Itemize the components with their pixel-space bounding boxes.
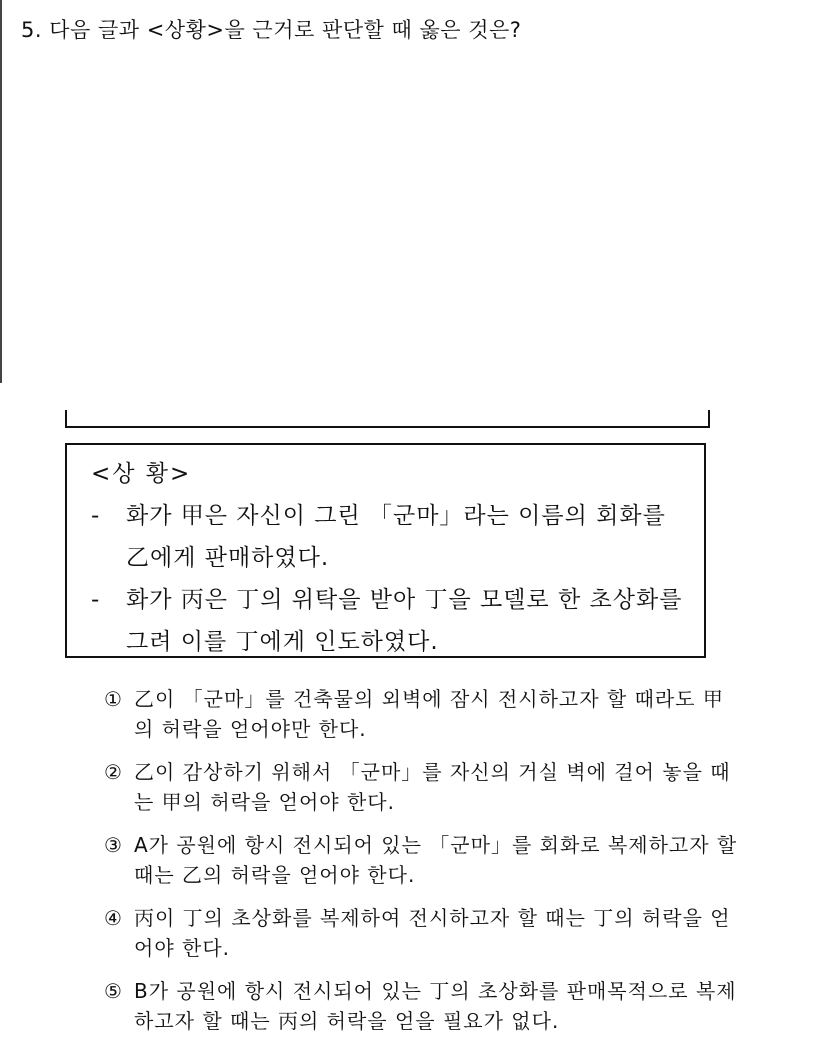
choice-2[interactable]	[104, 757, 744, 817]
choice-text: A가 공원에 항시 전시되어 있는 「군마」를 회화로 복제하고자 할 때는 乙의 허락을 얻어야 한다.	[134, 833, 738, 887]
choice-text: 乙이 「군마」를 건축물의 외벽에 잠시 전시하고자 할 때라도 甲의 허락을 얻어야만 한다.	[134, 687, 724, 741]
choice-text: B가 공원에 항시 전시되어 있는 丁의 초상화를 판매목적으로 복제하고자 할 때는 丙의 허락을 얻을 필요가 없다.	[134, 979, 737, 1033]
choice-4[interactable]	[104, 903, 744, 963]
choice-3[interactable]	[104, 830, 744, 890]
choice-number: ④	[104, 906, 123, 930]
situation-title: <상 황>	[91, 461, 192, 487]
situation-item-text: 화가 丙은 丁의 위탁을 받아 丁을 모델로 한 초상화를 그려 이를 丁에게 인도하였다.	[126, 587, 683, 655]
bullet-dash: -	[91, 503, 100, 529]
choice-text: 乙이 감상하기 위해서 「군마」를 자신의 거실 벽에 걸어 놓을 때는 甲의 허락을 얻어야 한다.	[134, 760, 731, 814]
situation-box	[65, 443, 706, 658]
situation-item	[91, 495, 688, 579]
passage-box-bottom-border	[65, 410, 710, 428]
choice-number: ③	[104, 833, 123, 857]
choice-number: ①	[104, 687, 123, 711]
question-title: 5. 다음 글과 <상황>을 근거로 판단할 때 옳은 것은?	[21, 18, 522, 42]
bullet-dash: -	[91, 587, 100, 613]
situation-item-text: 화가 甲은 자신이 그린 「군마」라는 이름의 회화를 乙에게 판매하였다.	[126, 503, 666, 571]
choice-5[interactable]	[104, 976, 744, 1036]
answer-choices	[104, 684, 744, 1049]
choice-number: ②	[104, 760, 123, 784]
choice-number: ⑤	[104, 979, 123, 1003]
choice-1[interactable]	[104, 684, 744, 744]
page-left-rule	[0, 0, 2, 383]
situation-item	[91, 579, 688, 663]
choice-text: 丙이 丁의 초상화를 복제하여 전시하고자 할 때는 丁의 허락을 얻어야 한다.	[134, 906, 731, 960]
